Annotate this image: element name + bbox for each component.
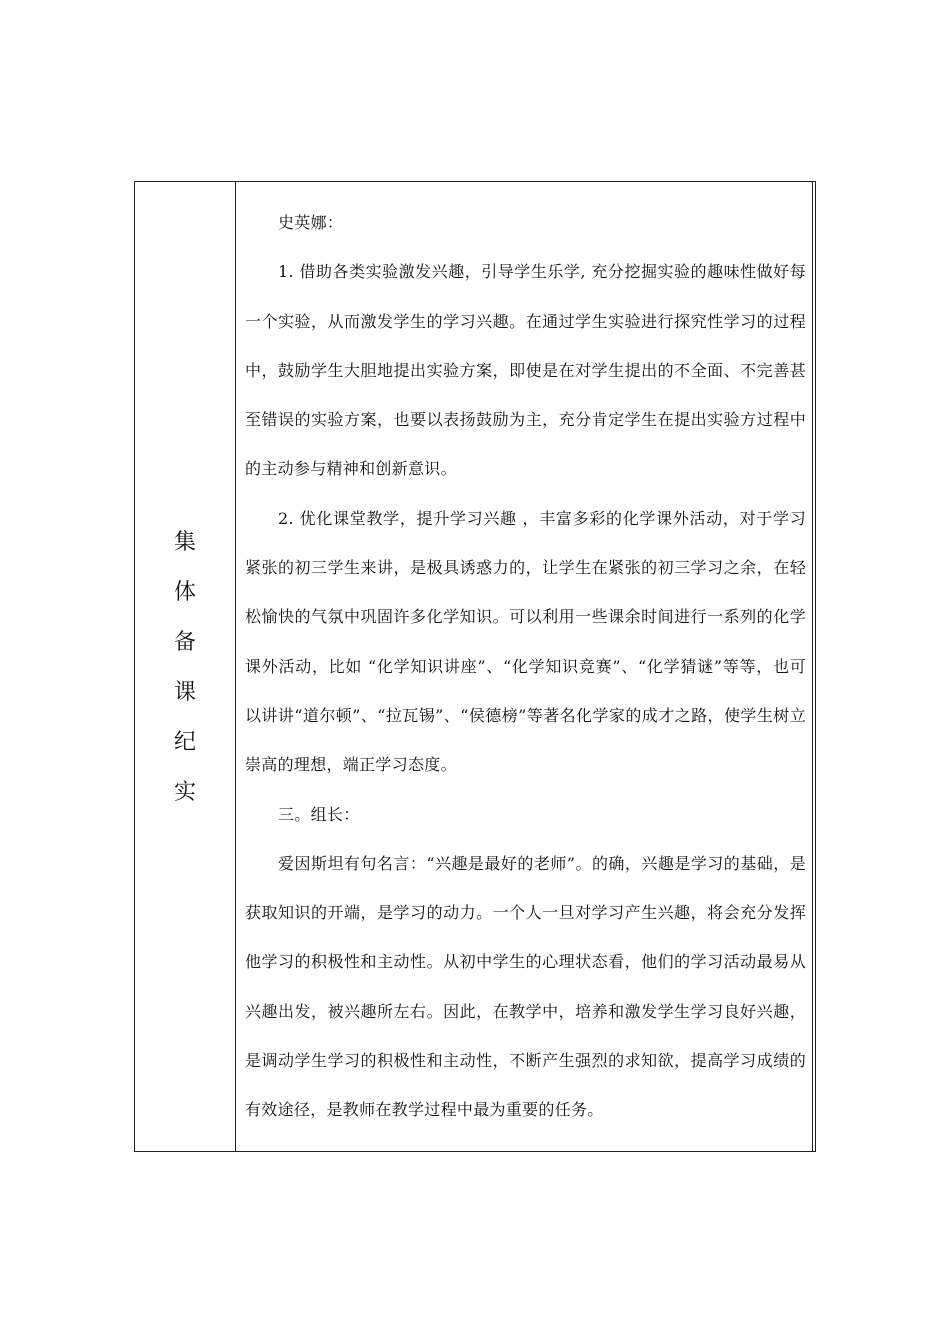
section-heading: 三。组长：: [278, 804, 360, 824]
speaker-heading: 史英娜：: [278, 213, 344, 232]
label-char: 集: [173, 530, 196, 555]
label-cell: [135, 182, 236, 1151]
content-cell: [245, 198, 806, 1135]
label-text: [135, 518, 235, 818]
content-paragraph: 1. 借助各类实验激发兴趣，引导学生乐学, 充分挖掘实验的趣味性做好每一个实验，从而激发学生的学习兴趣。在通过学生实验进行探究性学习的过程中，鼓励学生大胆地提出实验方案，即使是在对学生提出的不全面、不完善甚至错误的实验方案，也要以表扬鼓励为主，充分肯定学生在提出实验方过程中的主动参与精神和创新意识。: [245, 262, 806, 479]
label-char: 体: [173, 580, 196, 605]
content-paragraph: 2. 优化课堂教学，提升学习兴趣 ，丰富多彩的化学课外活动，对于学习紧张的初三学生来讲，是极具诱惑力的，让学生在紧张的初三学习之余，在轻松愉快的气氛中巩固许多化学知识。可以利用一些课余时间进行一系列的化学课外活动，比如 “化学知识讲座”、“化学知识竞赛”、“化学猜谜”等等，也可以讲讲“道尔顿”、“拉瓦锡”、“侯德榜”等著名化学家的成才之路，使学生树立崇高的理想，端正学习态度。: [245, 508, 806, 775]
label-char: 课: [173, 680, 196, 705]
record-table: [134, 181, 816, 1152]
label-char: 备: [173, 630, 196, 655]
content-paragraph: 爱因斯坦有句名言：“兴趣是最好的老师”。的确，兴趣是学习的基础，是获取知识的开端，是学习的动力。一个人一旦对学习产生兴趣，将会充分发挥他学习的积极性和主动性。从初中学生的心理状态看，他们的学习活动最易从兴趣出发，被兴趣所左右。因此，在教学中，培养和激发学生学习良好兴趣，是调动学生学习的积极性和主动性，不断产生强烈的求知欲，提高学习成绩的有效途径，是教师在教学过程中最为重要的任务。: [245, 853, 806, 1120]
label-char: 实: [173, 780, 196, 805]
label-char: 纪: [173, 730, 196, 755]
